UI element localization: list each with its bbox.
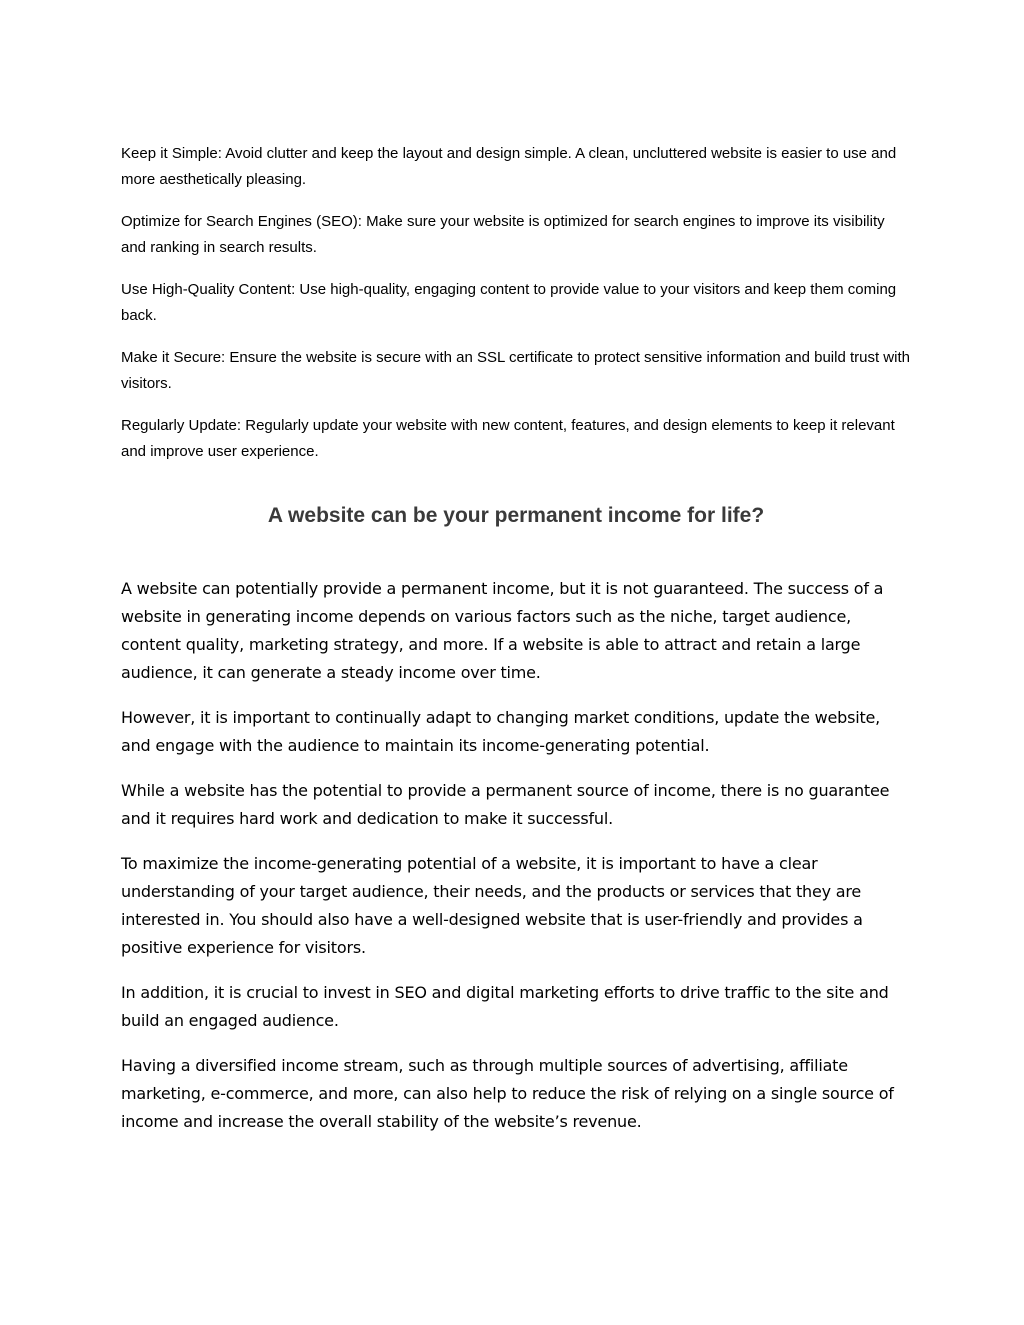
section-heading: A website can be your permanent income for life?: [267, 504, 765, 527]
paragraph-permanent-income: A website can potentially provide a permanent income, but it is not guaranteed. The success of a website in generating income depends on various factors such as the niche, target audience, content quality, marketing strategy, and more. If a website is able to attract and retain a large audience, it can generate a steady income over time.: [121, 579, 884, 682]
tip-optimize-seo: Optimize for Search Engines (SEO): Make sure your website is optimized for search engines to improve its visibility and ranking in search results.: [121, 213, 885, 256]
page-content: [121, 141, 911, 1153]
paragraph-seo-marketing: In addition, it is crucial to invest in SEO and digital marketing efforts to drive traffic to the site and build an engaged audience.: [121, 983, 889, 1030]
tip-regularly-update: Regularly Update: Regularly update your website with new content, features, and design elements to keep it relevant and improve user experience.: [121, 417, 895, 460]
paragraph-no-guarantee: While a website has the potential to provide a permanent source of income, there is no guarantee and it requires hard work and dedication to make it successful.: [121, 781, 890, 828]
paragraph-maximize: To maximize the income-generating potential of a website, it is important to have a clear understanding of your target audience, their needs, and the products or services that they are interested in. You should also have a well-designed website that is user-friendly and provides a positive experience for visitors.: [121, 854, 863, 957]
body-text: [121, 575, 911, 1136]
paragraph-diversified-income: Having a diversified income stream, such as through multiple sources of advertising, affiliate marketing, e-commerce, and more, can also help to reduce the risk of relying on a single source of income and increase the overall stability of the website’s revenue.: [121, 1056, 894, 1131]
tip-high-quality-content: Use High-Quality Content: Use high-quality, engaging content to provide value to your visitors and keep them coming back.: [121, 281, 897, 324]
paragraph-adapt: However, it is important to continually adapt to changing market conditions, update the website, and engage with the audience to maintain its income-generating potential.: [121, 708, 881, 755]
tip-keep-it-simple: Keep it Simple: Avoid clutter and keep the layout and design simple. A clean, uncluttered website is easier to use and more aesthetically pleasing.: [121, 145, 897, 188]
tip-make-it-secure: Make it Secure: Ensure the website is secure with an SSL certificate to protect sensitive information and build trust with visitors.: [121, 349, 910, 392]
tips-list: [121, 141, 911, 465]
